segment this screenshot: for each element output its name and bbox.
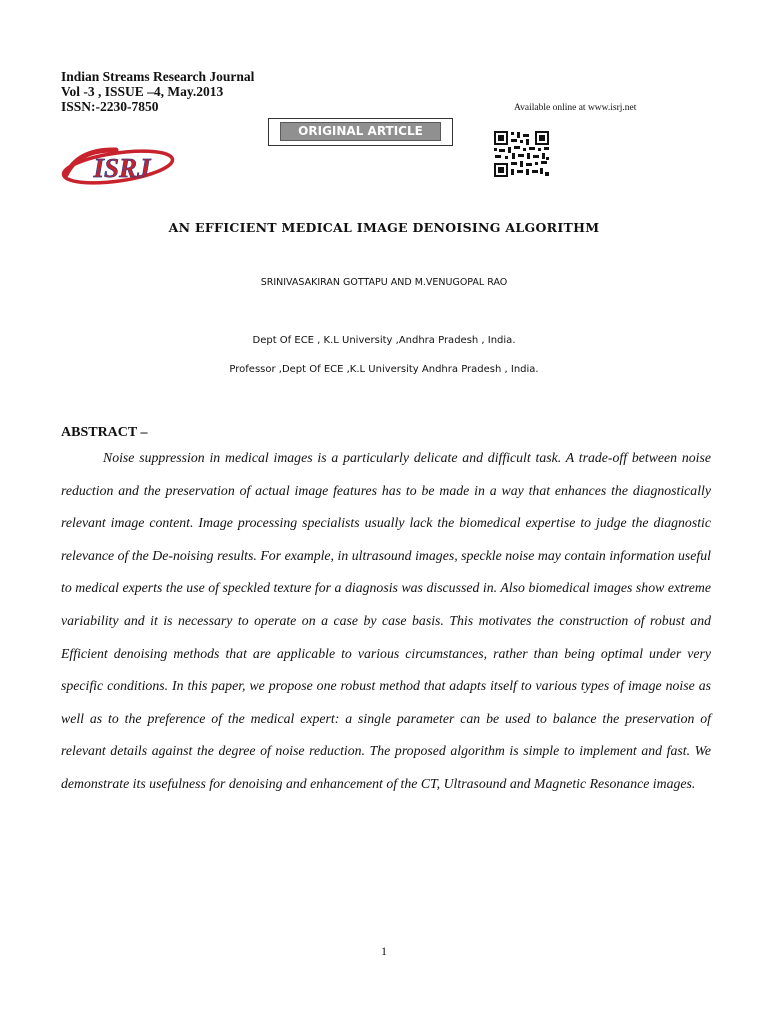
paper-title: AN EFFICIENT MEDICAL IMAGE DENOISING ALGORITHM (168, 220, 600, 235)
logo-text: ISRJ (93, 153, 151, 183)
article-type-frame (268, 118, 453, 146)
page-number: 1 (381, 944, 387, 958)
article-type-badge: ORIGINAL ARTICLE (280, 122, 441, 141)
paper-authors: SRINIVASAKIRAN GOTTAPU AND M.VENUGOPAL RAO (260, 277, 508, 288)
journal-issn: ISSN:-2230-7850 (61, 99, 159, 114)
abstract-body: Noise suppression in medical images is a particularly delicate and difficult task. A trade-off between noise reduction and the preservation of actual image features has to be made in a way that enhances the diagnostically relevant image content. Image processing specialists usually lack the biomedical expertise to judge the diagnostic relevance of the De-noising results. For example, in ultrasound images, speckle noise may contain information useful to medical experts the use of speckled texture for a diagnosis was discussed in. Also biomedical images show extreme variability and it is necessary to operate on a case by case basis. This motivates the construction of robust and Efficient denoising methods that are applicable to various circumstances, rather than being optimal under very specific conditions. In this paper, we propose one robust method that adapts itself to various types of image noise as well as to the preference of the medical expert: a single parameter can be used to balance the preservation of relevant details against the degree of noise reduction. The proposed algorithm is simple to implement and fast. We demonstrate its usefulness for denoising and enhancement of the CT, Ultrasound and Magnetic Resonance images. (61, 450, 711, 791)
journal-volume: Vol -3 , ISSUE –4, May.2013 (61, 84, 224, 99)
abstract-heading: ABSTRACT – (61, 425, 148, 440)
journal-name: Indian Streams Research Journal (61, 69, 255, 84)
journal-info (61, 69, 254, 114)
isrj-logo (58, 143, 178, 189)
available-online-text: Available online at www.isrj.net (514, 103, 637, 113)
author-affiliation-1: Dept Of ECE , K.L University ,Andhra Pradesh , India. (252, 335, 516, 346)
qr-code-icon (493, 130, 550, 178)
author-affiliation-2: Professor ,Dept Of ECE ,K.L University Andhra Pradesh , India. (229, 364, 539, 375)
